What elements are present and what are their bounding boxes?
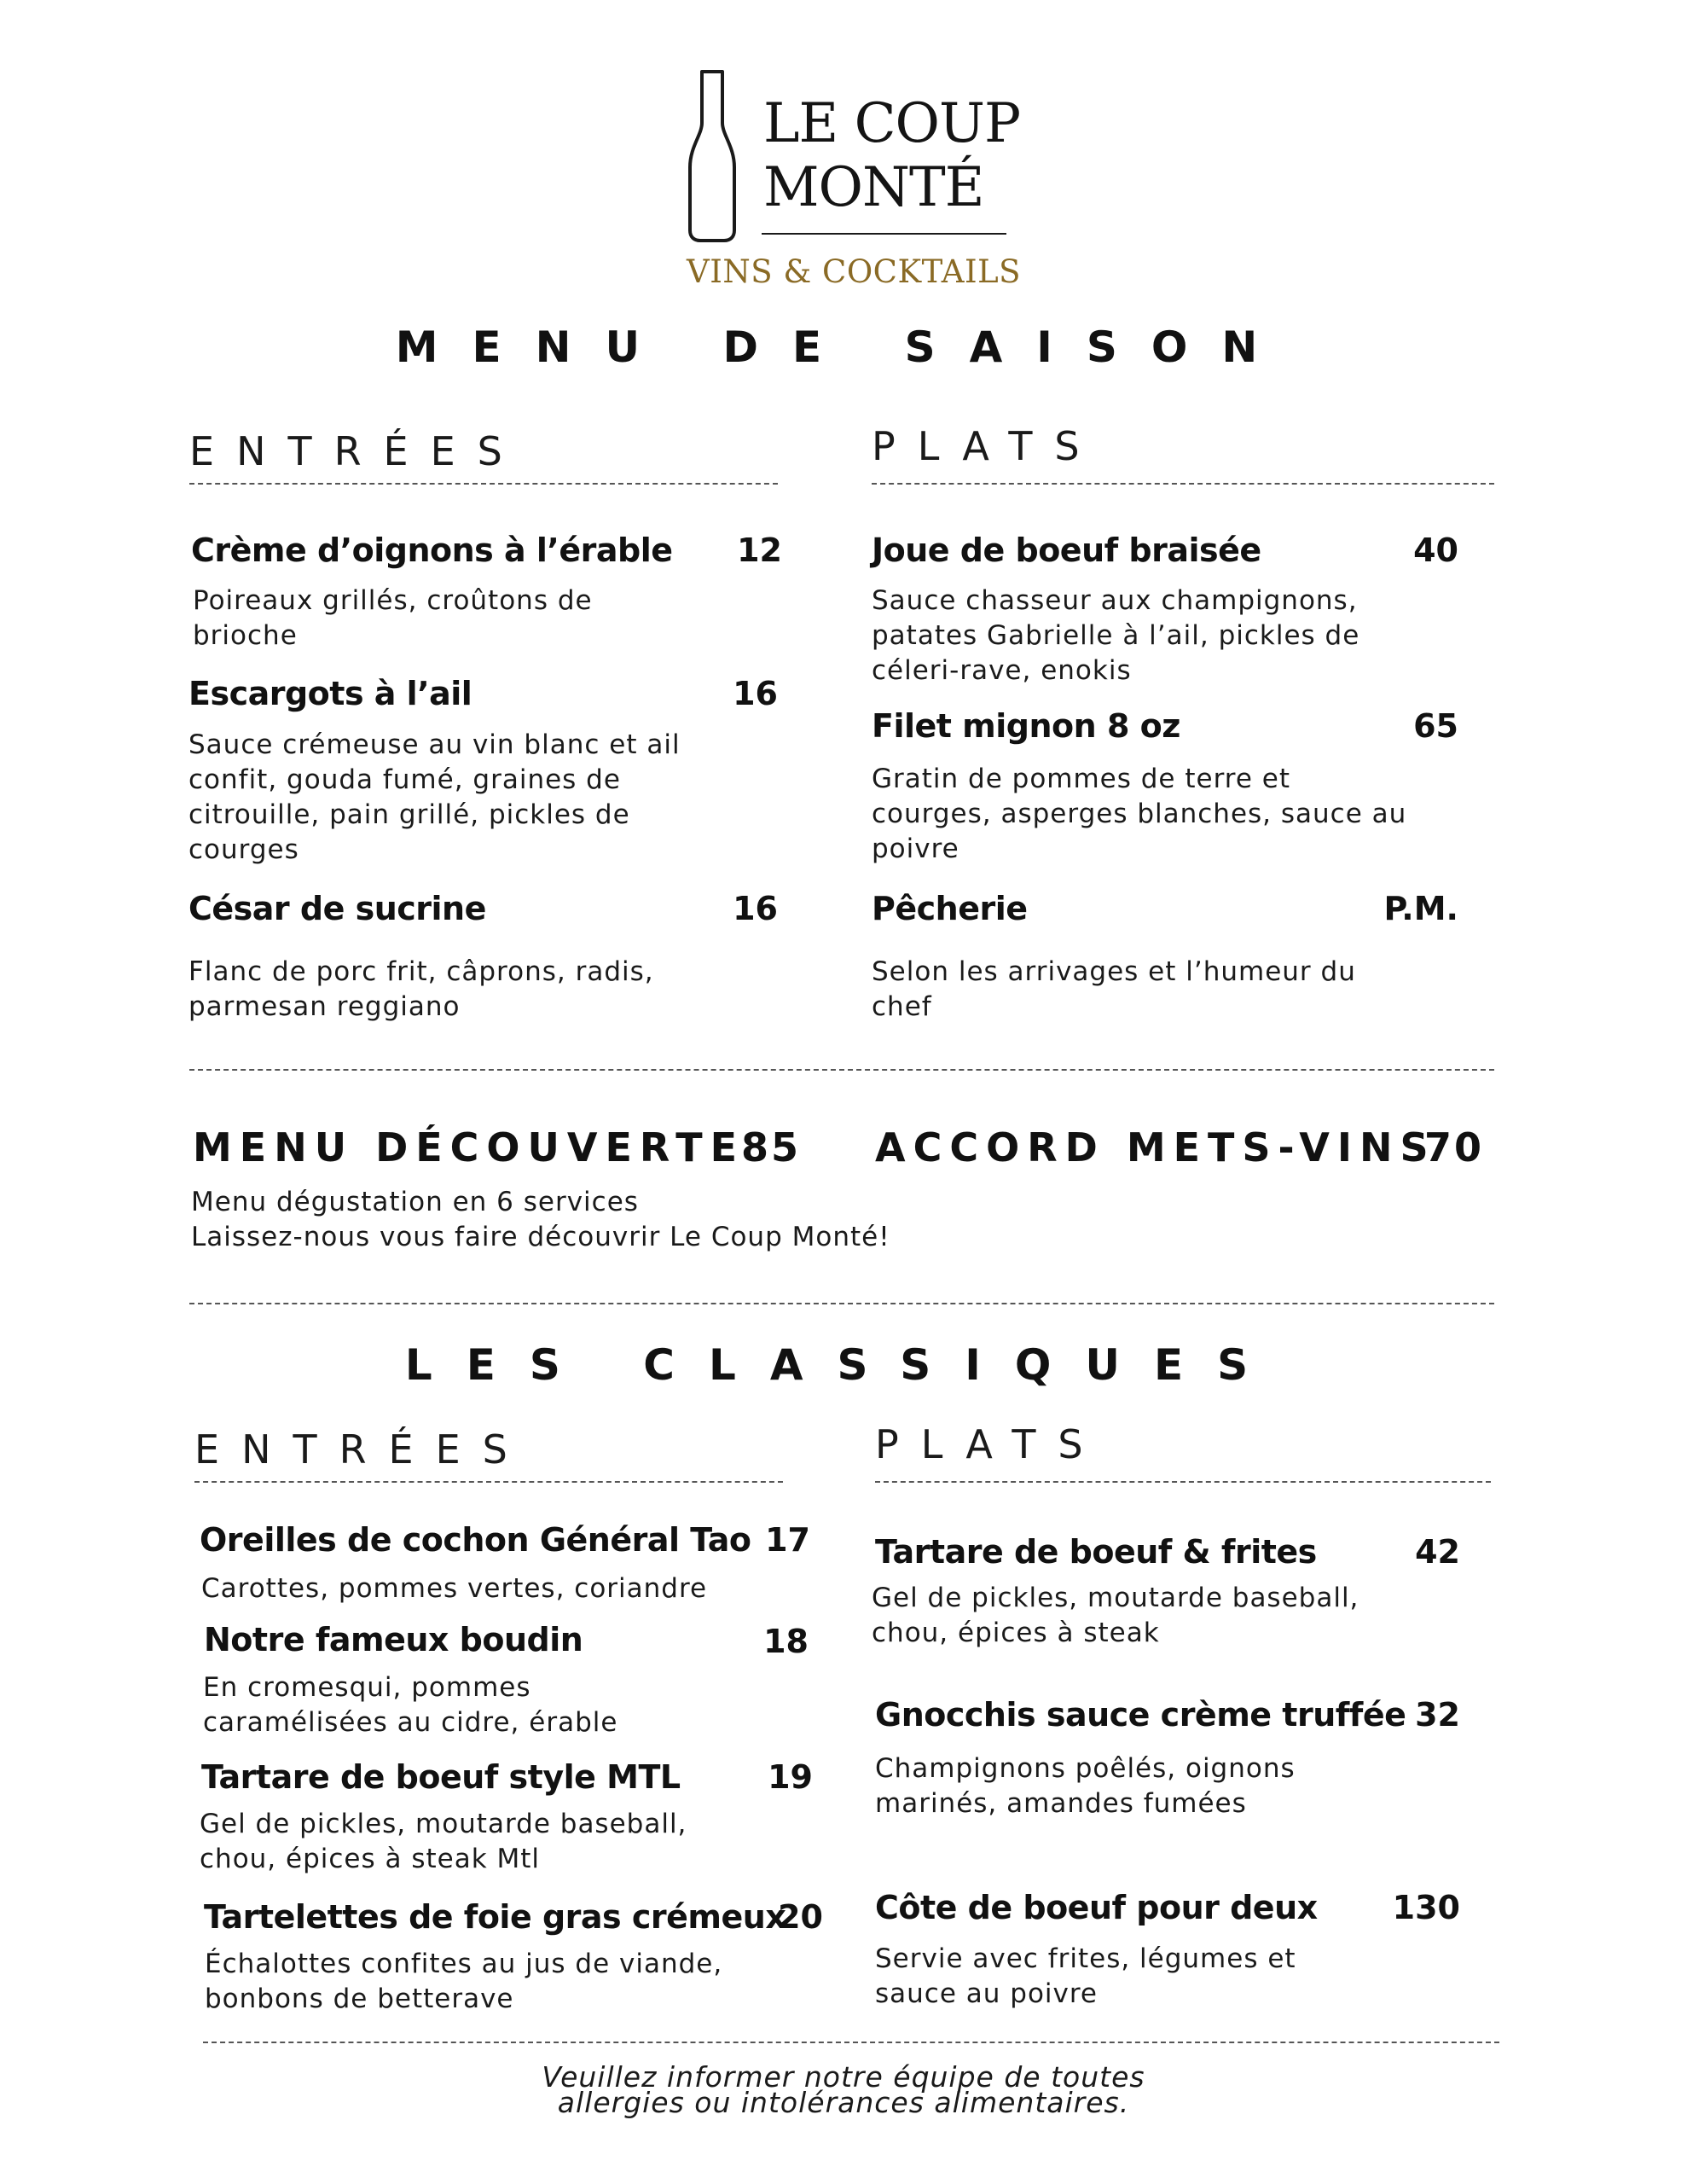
section-divider <box>189 1303 1494 1304</box>
menu-item-name: Joue de boeuf braisée <box>872 531 1261 569</box>
menu-item-name: Tartelettes de foie gras crémeux <box>204 1898 786 1936</box>
seasonal-plats-heading: PLATS <box>872 423 1102 469</box>
menu-item-description: Sauce chasseur aux champignons, patates Gabrielle à l’ail, pickles de céleri-rave, enokis <box>872 585 1360 686</box>
decouverte-price: 85 <box>741 1124 802 1170</box>
divider <box>875 1481 1491 1483</box>
menu-item-price: 65 <box>1413 707 1458 745</box>
menu-item-name: Tartare de boeuf style MTL <box>201 1758 681 1796</box>
menu-item-name: Escargots à l’ail <box>188 675 472 712</box>
classics-title: LES CLASSIQUES <box>404 1340 1283 1390</box>
menu-item-description: Carottes, pommes vertes, coriandre <box>201 1573 708 1604</box>
logo-subtitle: VINS & COCKTAILS <box>687 253 1022 290</box>
logo-line-1: LE COUP <box>763 92 1020 155</box>
decouverte-description-line-1: Menu dégustation en 6 services <box>191 1187 639 1217</box>
menu-item-price: 40 <box>1413 531 1458 569</box>
menu-item-price: 12 <box>737 531 782 569</box>
menu-item-name: Oreilles de cochon Général Tao <box>200 1521 751 1559</box>
menu-item-price: 32 <box>1415 1696 1460 1734</box>
menu-item-price: 16 <box>733 890 778 927</box>
menu-item-description: Gratin de pommes de terre et courges, asperges blanches, sauce au poivre <box>872 764 1407 864</box>
menu-item-description: Sauce crémeuse au vin blanc et ail confit, gouda fumé, graines de citrouille, pain grillé, pickles de courges <box>188 729 681 865</box>
menu-item-description: Poireaux grillés, croûtons de brioche <box>193 585 593 651</box>
allergy-note-line-1: Veuillez informer notre équipe de toutes <box>542 2060 1145 2094</box>
menu-item-name: Tartare de boeuf & frites <box>875 1533 1317 1571</box>
menu-item-price: 17 <box>765 1521 810 1559</box>
menu-item-name: Côte de boeuf pour deux <box>875 1889 1318 1926</box>
menu-item-description: En cromesqui, pommes caramélisées au cidre, érable <box>203 1672 618 1738</box>
menu-item-name: Notre fameux boudin <box>204 1621 583 1658</box>
wine-bottle-icon <box>687 68 738 247</box>
pairing-title: ACCORD METS-VINS <box>875 1124 1436 1170</box>
divider <box>872 483 1494 485</box>
menu-item-description: Échalottes confites au jus de viande, bonbons de betterave <box>205 1949 723 2014</box>
menu-item-price: 42 <box>1415 1533 1460 1571</box>
logo-divider <box>762 233 1006 235</box>
menu-item-price: 19 <box>768 1758 813 1796</box>
menu-item-price: 18 <box>763 1623 809 1660</box>
classics-plats-heading: PLATS <box>875 1421 1105 1467</box>
pairing-price: 70 <box>1424 1124 1485 1170</box>
menu-item-description: Servie avec frites, légumes et sauce au poivre <box>875 1943 1296 2009</box>
decouverte-description-line-2: Laissez-nous vous faire découvrir Le Coup Monté! <box>191 1222 890 1252</box>
seasonal-title: MENU DE SAISON <box>395 322 1292 372</box>
menu-item-description: Gel de pickles, moutarde baseball, chou, épices à steak Mtl <box>200 1809 687 1874</box>
menu-item-price: P.M. <box>1383 890 1458 927</box>
divider <box>194 1481 783 1483</box>
menu-item-name: Gnocchis sauce crème truffée <box>875 1696 1406 1734</box>
menu-item-description: Gel de pickles, moutarde baseball, chou, épices à steak <box>872 1583 1359 1648</box>
footer-divider <box>203 2042 1499 2043</box>
decouverte-title: MENU DÉCOUVERTE <box>193 1124 745 1170</box>
logo-line-2: MONTÉ <box>763 156 984 219</box>
seasonal-entrees-heading: ENTRÉES <box>189 428 525 474</box>
menu-item-description: Champignons poêlés, oignons marinés, amandes fumées <box>875 1753 1296 1819</box>
menu-item-price: 20 <box>778 1898 823 1936</box>
allergy-note-line-2: allergies ou intolérances alimentaires. <box>557 2086 1130 2119</box>
menu-item-name: Pêcherie <box>872 890 1028 927</box>
menu-item-price: 130 <box>1392 1889 1460 1926</box>
menu-item-name: Crème d’oignons à l’érable <box>191 531 673 569</box>
section-divider <box>189 1069 1494 1071</box>
menu-item-description: Selon les arrivages et l’humeur du chef <box>872 956 1356 1022</box>
menu-item-price: 16 <box>733 675 778 712</box>
menu-item-name: Filet mignon 8 oz <box>872 707 1180 745</box>
classics-entrees-heading: ENTRÉES <box>194 1426 530 1472</box>
menu-item-description: Flanc de porc frit, câprons, radis, parmesan reggiano <box>188 956 654 1022</box>
menu-item-name: César de sucrine <box>188 890 486 927</box>
divider <box>189 483 778 485</box>
